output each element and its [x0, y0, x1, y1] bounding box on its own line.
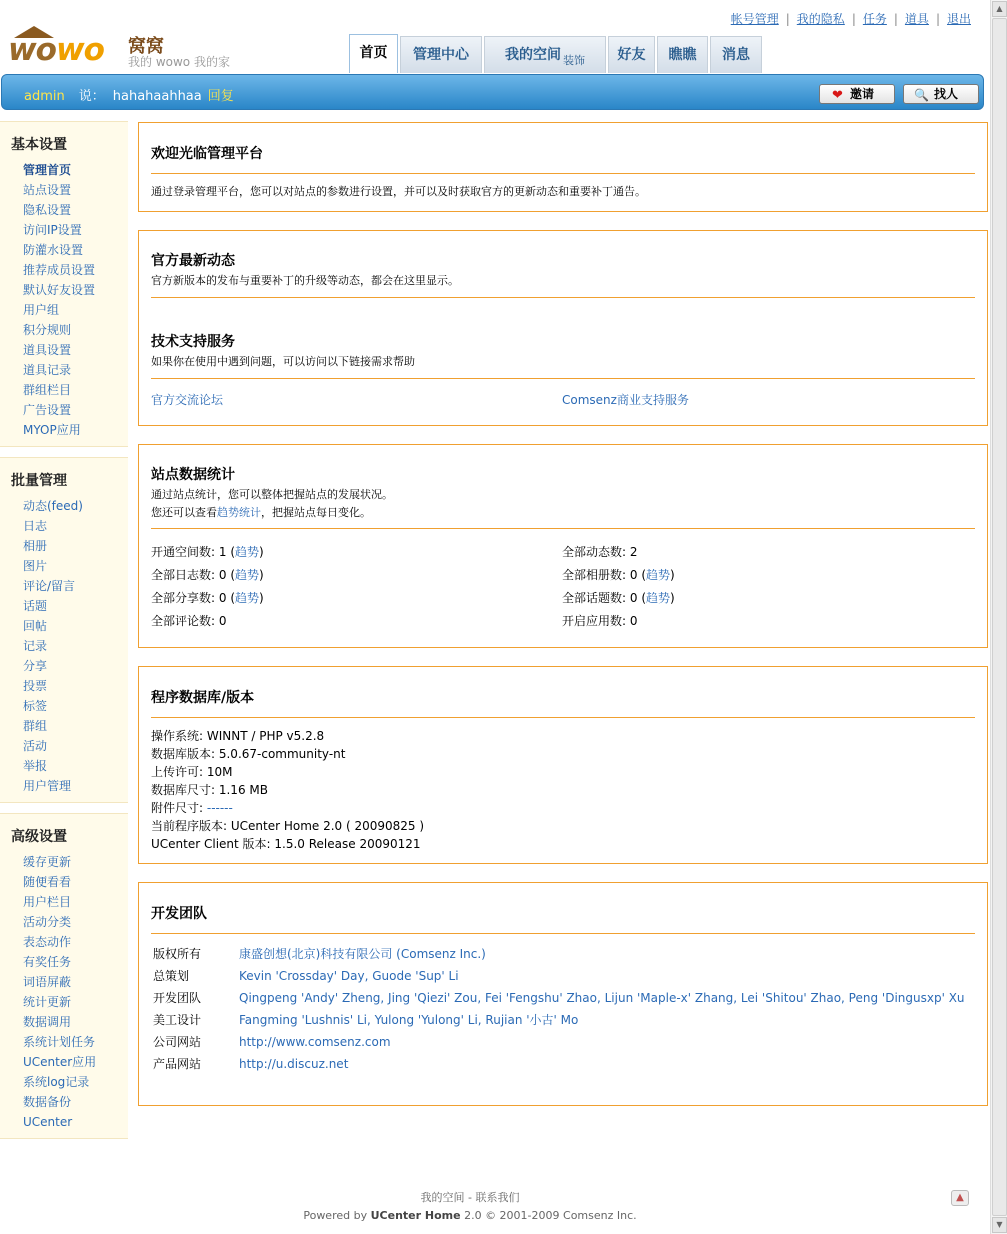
welcome-panel [138, 122, 988, 212]
tab-friends[interactable]: 好友 [608, 36, 655, 73]
say-label: 说： [78, 89, 105, 104]
divider [151, 933, 975, 934]
sidebar-item[interactable]: 系统计划任务 [23, 1035, 96, 1049]
sidebar-item[interactable]: UCenter [23, 1115, 73, 1129]
team-members: Fangming 'Lushnis' Li, Yulong 'Yulong' Li, Rujian '小古' Mo [239, 1013, 579, 1027]
db-version: 数据库版本: 5.0.67-community-nt [151, 747, 346, 761]
logout-link[interactable]: 退出 [946, 12, 971, 26]
sidebar-item[interactable]: 有奖任务 [23, 955, 72, 969]
scrollbar-thumb[interactable] [992, 18, 1007, 1216]
logo-name: 窝窝 [128, 36, 164, 57]
separator: | [935, 12, 940, 26]
attachment-size: 附件尺寸: ------ [151, 801, 233, 815]
upload-limit: 上传许可: 10M [151, 765, 233, 779]
team-row [151, 987, 967, 1009]
db-size: 数据库尺寸: 1.16 MB [151, 783, 268, 797]
stat-item: 开通空间数: 1 (趋势) [151, 545, 264, 559]
divider [151, 528, 975, 529]
sidebar-item[interactable]: UCenter应用 [23, 1055, 97, 1069]
team-row [151, 1031, 967, 1053]
system-info-lines [151, 727, 975, 853]
stat-item: 全部评论数: 0 [151, 614, 227, 628]
account-link[interactable]: 帐号管理 [730, 12, 779, 26]
sidebar-item[interactable]: 举报 [23, 759, 48, 773]
brand-name: UCenter Home [370, 1209, 461, 1222]
welcome-title: 欢迎光临管理平台 [151, 146, 263, 162]
sidebar-item[interactable]: 群组栏目 [23, 383, 72, 397]
welcome-desc: 通过登录管理平台，您可以对站点的参数进行设置，并可以及时获取官方的更新动态和重要补丁通告。 [151, 185, 646, 198]
sidebar-item[interactable]: 道具记录 [23, 363, 72, 377]
sidebar-item[interactable]: 缓存更新 [23, 855, 72, 869]
user-status [24, 85, 234, 104]
sidebar-item[interactable]: 动态(feed) [23, 499, 83, 513]
team-panel [138, 882, 988, 1106]
trend-link[interactable]: 趋势 [646, 568, 671, 582]
sidebar-item[interactable]: 数据调用 [23, 1015, 72, 1029]
tab-my-space[interactable]: 我的空间 $_{装饰}$ [484, 36, 606, 73]
reply-link[interactable]: 回复 [207, 89, 234, 104]
sidebar-group-title: 基本设置 [11, 137, 67, 153]
team-role: 开发团队 [153, 991, 202, 1005]
sidebar-item[interactable]: 站点设置 [23, 183, 72, 197]
sidebar-item[interactable]: 隐私设置 [23, 203, 72, 217]
search-icon: 🔍 [914, 88, 929, 102]
sidebar-item[interactable]: 标签 [23, 699, 48, 713]
heart-icon: ❤ [832, 88, 843, 103]
separator: | [851, 12, 856, 26]
separator: | [785, 12, 790, 26]
sidebar-item[interactable]: 回帖 [23, 619, 48, 633]
official-forum-link[interactable]: 官方交流论坛 [151, 393, 224, 407]
stat-item: 全部日志数: 0 (趋势) [151, 568, 264, 582]
sidebar-group-title: 批量管理 [11, 473, 67, 489]
client-version: UCenter Client 版本: 1.5.0 Release 20090121 [151, 837, 421, 851]
sidebar-item[interactable]: 表态动作 [23, 935, 72, 949]
team-members: 康盛创想(北京)科技有限公司 (Comsenz Inc.) [239, 947, 486, 961]
decorate-link[interactable]: 装饰 [563, 54, 585, 67]
team-role: 产品网站 [153, 1057, 202, 1071]
sidebar-item[interactable]: 记录 [23, 639, 48, 653]
team-row [151, 1053, 967, 1075]
props-link[interactable]: 道具 [904, 12, 929, 26]
sidebar-item[interactable]: 默认好友设置 [23, 283, 96, 297]
sidebar-item[interactable]: 用户栏目 [23, 895, 72, 909]
trend-link[interactable]: 趋势 [646, 591, 671, 605]
sidebar-item[interactable]: 相册 [23, 539, 48, 553]
stats-desc-1: 通过站点统计，您可以整体把握站点的发展状况。 [151, 488, 393, 501]
support-desc: 如果你在使用中遇到问题，可以访问以下链接需求帮助 [151, 355, 415, 368]
status-text: hahahaahhaa [112, 89, 202, 104]
sidebar-item[interactable]: 图片 [23, 559, 48, 573]
sidebar-group-title: 高级设置 [11, 829, 67, 845]
scroll-up-arrow-icon[interactable]: ▲ [992, 1, 1007, 17]
sidebar-item[interactable]: 分享 [23, 659, 48, 673]
sidebar-item[interactable]: 活动分类 [23, 915, 72, 929]
my-space-link[interactable]: 我的空间 [420, 1191, 465, 1204]
stats-title: 站点数据统计 [151, 467, 235, 483]
username-link[interactable]: admin [24, 89, 65, 104]
team-role: 公司网站 [153, 1035, 202, 1049]
divider [151, 297, 975, 298]
sidebar-item[interactable]: 积分规则 [23, 323, 72, 337]
stats-panel [138, 444, 988, 648]
sidebar-item[interactable]: 道具设置 [23, 343, 72, 357]
sidebar-item[interactable]: 用户组 [23, 303, 60, 317]
sidebar [0, 121, 128, 1149]
system-info-panel [138, 666, 988, 864]
sidebar-item[interactable]: 随便看看 [23, 875, 72, 889]
sidebar-item[interactable]: 用户管理 [23, 779, 72, 793]
team-members: Kevin 'Crossday' Day, Guode 'Sup' Li [239, 969, 459, 983]
sidebar-item[interactable]: 评论/留言 [23, 579, 76, 593]
logo-slogan: 我的 wowo 我的家 [128, 55, 230, 69]
team-table [151, 943, 967, 1075]
back-to-top-button[interactable]: ▲ [951, 1190, 969, 1206]
sidebar-item[interactable]: 广告设置 [23, 403, 72, 417]
separator: | [893, 12, 898, 26]
news-panel [138, 230, 988, 426]
sidebar-item[interactable]: 推荐成员设置 [23, 263, 96, 277]
divider [151, 378, 975, 379]
support-title: 技术支持服务 [151, 334, 235, 350]
trend-stats-link[interactable]: 趋势统计 [217, 506, 261, 519]
news-desc: 官方新版本的发布与重要补丁的升级等动态，都会在这里显示。 [151, 274, 459, 287]
team-role: 总策划 [153, 969, 190, 983]
stats-grid [151, 543, 975, 629]
vertical-scrollbar[interactable] [990, 0, 1007, 1234]
team-row [151, 943, 967, 965]
top-links [731, 10, 971, 27]
team-role: 版权所有 [153, 947, 202, 961]
divider [151, 173, 975, 174]
stat-item: 开启应用数: 0 [562, 614, 638, 628]
support-links [151, 391, 975, 408]
team-row [151, 1009, 967, 1031]
os-info: 操作系统: WINNT / PHP v5.2.8 [151, 729, 325, 743]
trend-link[interactable]: 趋势 [235, 591, 260, 605]
trend-link[interactable]: 趋势 [235, 568, 260, 582]
sidebar-item[interactable]: 管理首页 [23, 163, 72, 177]
team-members[interactable]: http://www.comsenz.com [239, 1035, 391, 1049]
contact-link[interactable]: 联系我们 [475, 1191, 520, 1204]
stat-item: 全部动态数: 2 [562, 545, 638, 559]
sidebar-item[interactable]: 访问IP设置 [23, 223, 82, 237]
sidebar-item[interactable]: 系统log记录 [23, 1075, 90, 1089]
sidebar-item[interactable]: 群组 [23, 719, 48, 733]
attachment-size-link[interactable]: ------ [206, 801, 233, 815]
privacy-link[interactable]: 我的隐私 [796, 12, 845, 26]
find-people-button[interactable]: 🔍 找人 [903, 84, 979, 104]
commercial-support-link[interactable]: Comsenz商业支持服务 [562, 393, 689, 407]
tab-browse[interactable]: 瞧瞧 [657, 36, 708, 73]
news-title: 官方最新动态 [151, 253, 235, 269]
footer: 我的空间 - 联系我们 Powered by UCenter Home 2.0 © 2001-2009 Comsenz Inc. [0, 1189, 940, 1225]
sidebar-item[interactable]: MYOP应用 [23, 423, 81, 437]
divider [151, 717, 975, 718]
sidebar-item[interactable]: 数据备份 [23, 1095, 72, 1109]
sidebar-group-basic [0, 121, 128, 447]
sidebar-item[interactable]: 话题 [23, 599, 48, 613]
tab-admin-center[interactable]: 管理中心 [400, 36, 482, 73]
user-status-bar [1, 74, 984, 110]
site-logo[interactable] [8, 26, 238, 72]
team-role: 美工设计 [153, 1013, 202, 1027]
stats-desc-2: 您还可以查看趋势统计，把握站点每日变化。 [151, 506, 371, 519]
team-members[interactable]: http://u.discuz.net [239, 1057, 349, 1071]
tab-home[interactable]: 首页 [349, 34, 398, 73]
trend-link[interactable]: 趋势 [235, 545, 260, 559]
sidebar-item[interactable]: 统计更新 [23, 995, 72, 1009]
sidebar-item[interactable]: 活动 [23, 739, 48, 753]
scroll-down-arrow-icon[interactable]: ▼ [992, 1217, 1007, 1233]
team-title: 开发团队 [151, 906, 207, 922]
program-version: 当前程序版本: UCenter Home 2.0 ( 20090825 ) [151, 819, 425, 833]
team-members: Qingpeng 'Andy' Zheng, Jing 'Qiezi' Zou, Fei 'Fengshu' Zhao, Lijun 'Maple-x' Zhang, Lei 'Shitou' Zhao, Peng 'Dingusxp' Xu [239, 991, 965, 1005]
stat-item: 全部话题数: 0 (趋势) [562, 591, 675, 605]
system-info-title: 程序数据库/版本 [151, 690, 255, 706]
powered-by: Powered by UCenter Home 2.0 © 2001-2009 Comsenz Inc. [303, 1209, 637, 1222]
sidebar-item[interactable]: 防灌水设置 [23, 243, 84, 257]
tasks-link[interactable]: 任务 [862, 12, 887, 26]
sidebar-group-batch [0, 457, 128, 803]
invite-button[interactable]: ❤ 邀请 [819, 84, 895, 104]
stat-item: 全部相册数: 0 (趋势) [562, 568, 675, 582]
sidebar-group-advanced [0, 813, 128, 1139]
sidebar-item[interactable]: 词语屏蔽 [23, 975, 72, 989]
logo-wordmark: wowo [8, 32, 104, 68]
sidebar-item[interactable]: 日志 [23, 519, 48, 533]
sidebar-item[interactable]: 投票 [23, 679, 48, 693]
team-row [151, 965, 967, 987]
tab-messages[interactable]: 消息 [710, 36, 762, 73]
stat-item: 全部分享数: 0 (趋势) [151, 591, 264, 605]
